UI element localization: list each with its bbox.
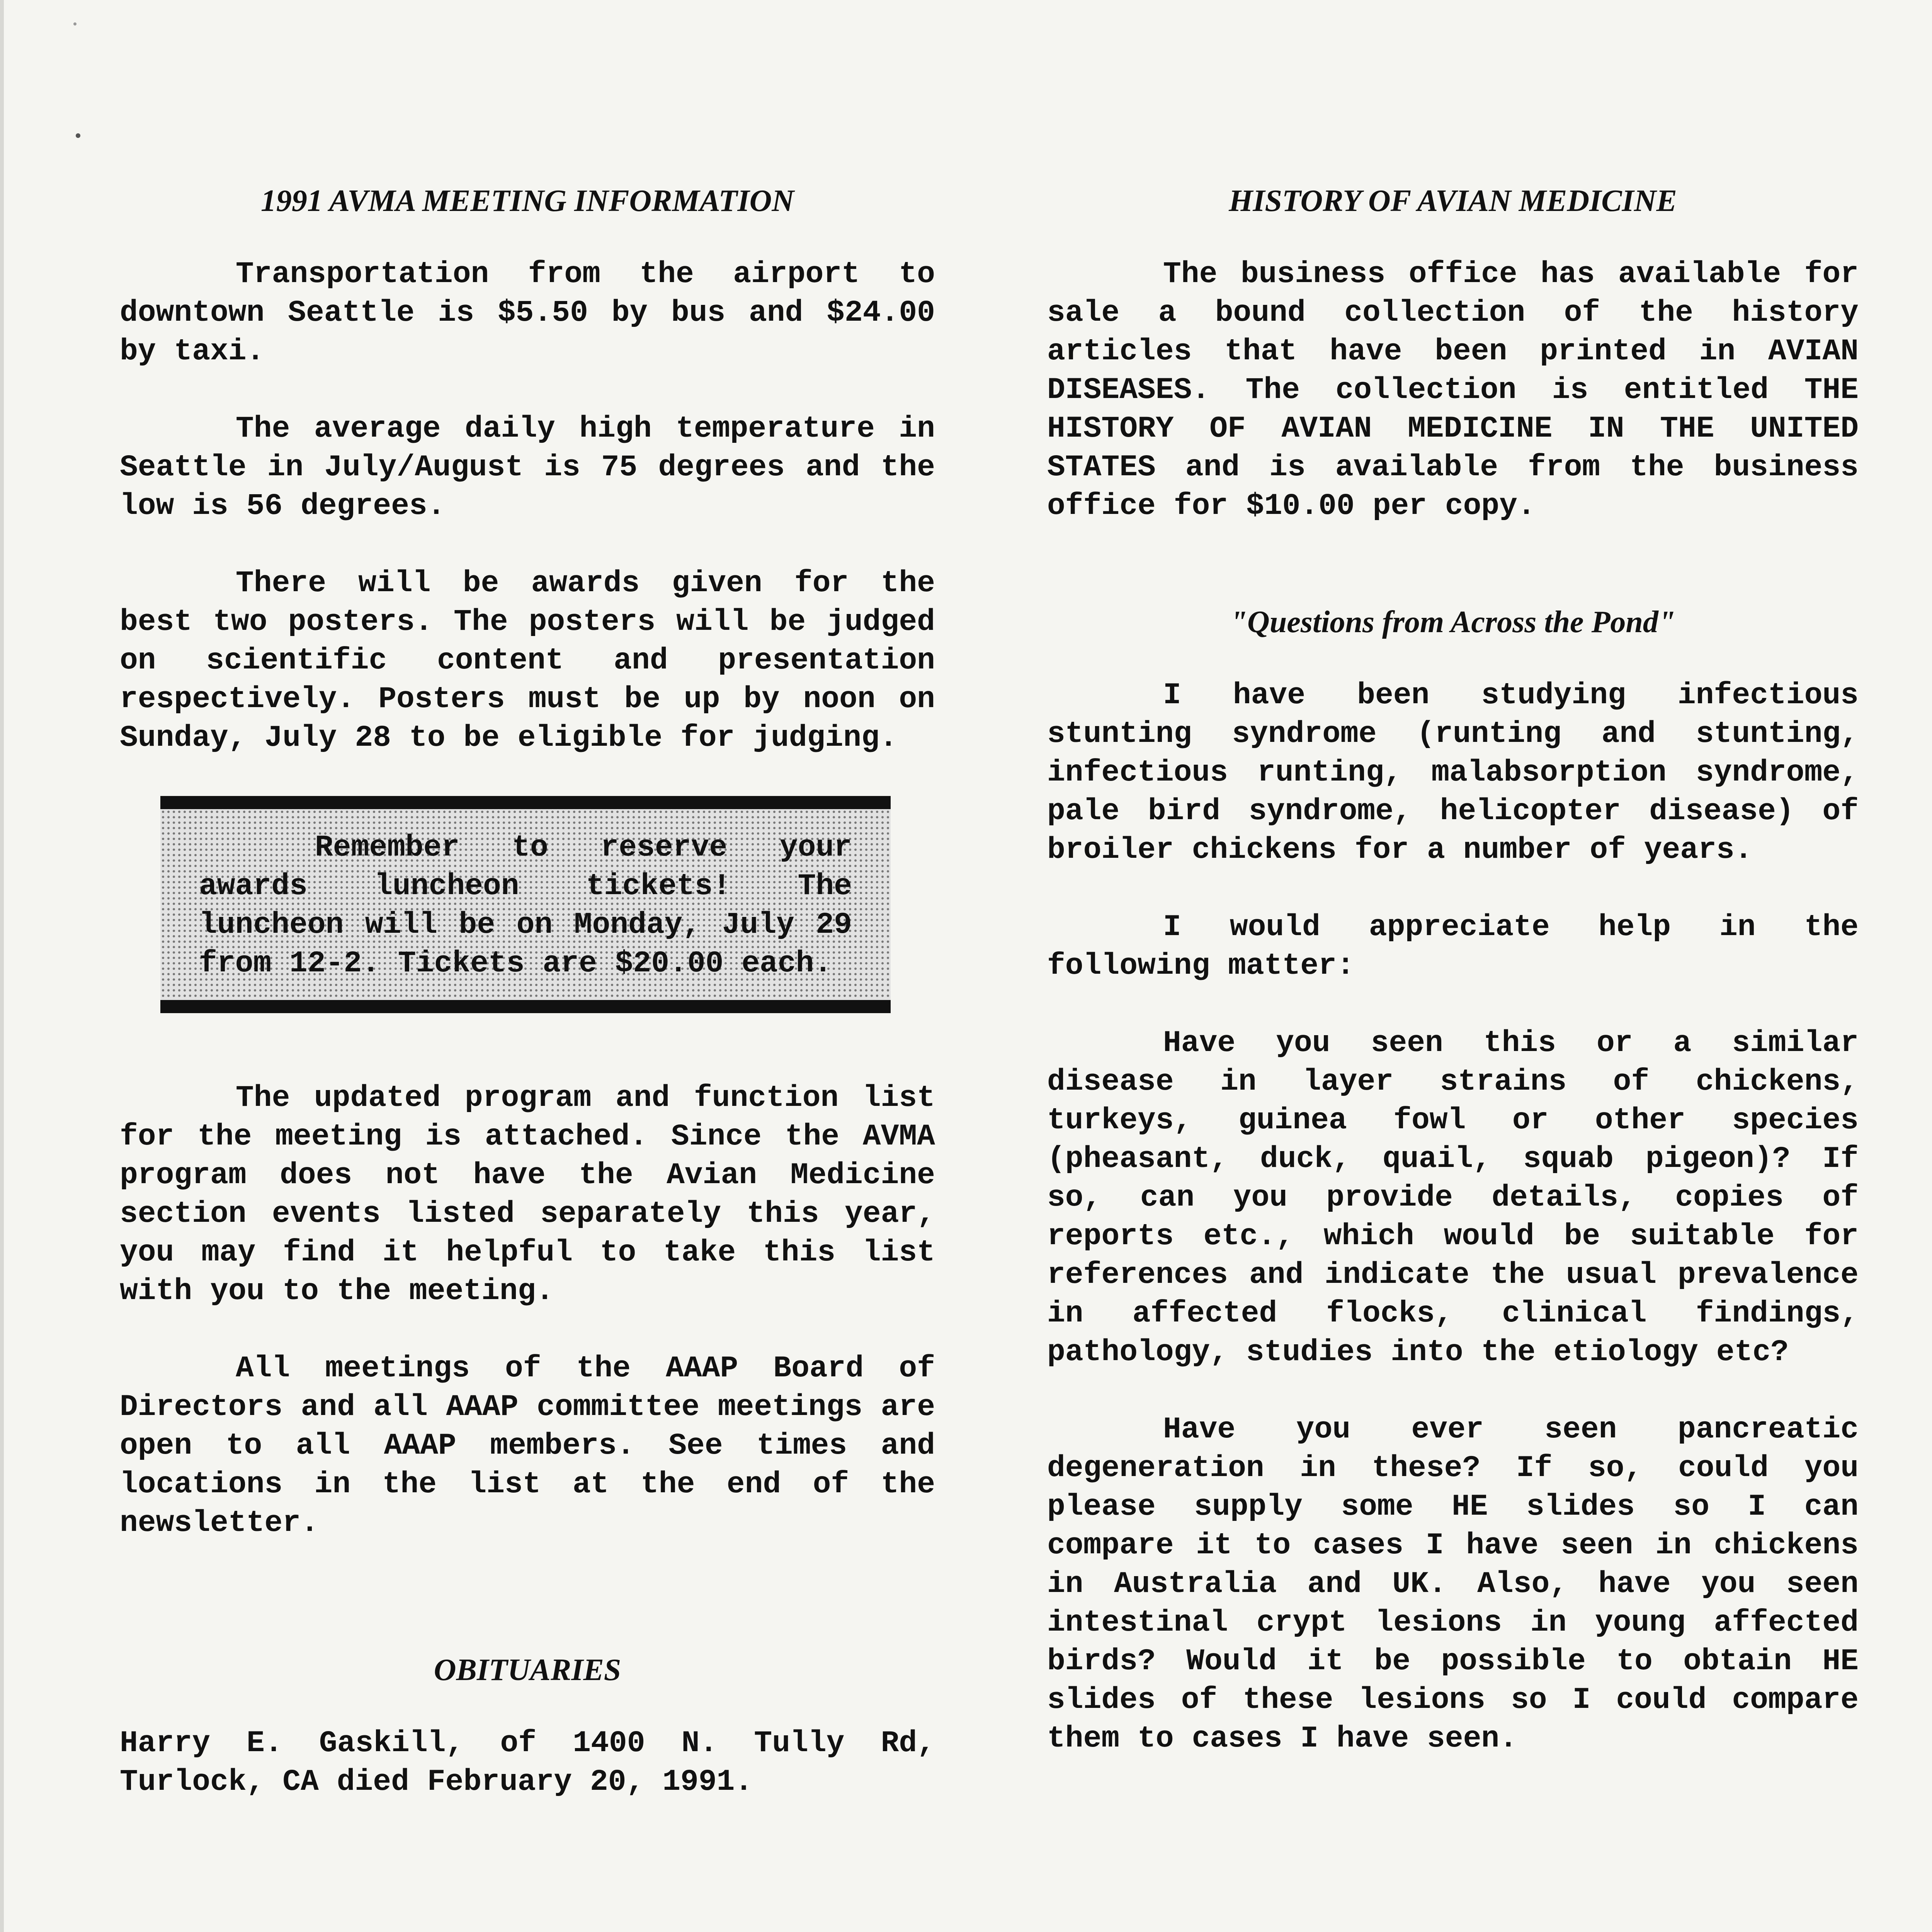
left-column [120,182,935,1840]
obituary-paragraph: Harry E. Gaskill, of 1400 N. Tully Rd, Turlock, CA died February 20, 1991. [120,1726,935,1799]
temperature-paragraph: The average daily high temperature in Seattle in July/August is 75 degrees and the low is 56 degrees. [120,412,935,523]
questions-heading: "Questions from Across the Pond" [1230,605,1676,639]
pancreatic-paragraph: Have you ever seen pancreatic degeneration in these? If so, could you please supply some HE slides so I can compare it to cases I have seen in chickens in Australia and UK. Also, have you seen intestinal crypt lesions in young affected birds? Would it be possible to obtain HE slides of these lesions so I could compare them to cases I have seen. [1047,1413,1859,1756]
scan-speck [73,22,77,26]
right-column [1047,182,1859,1797]
scan-edge [0,0,4,1932]
appreciate-paragraph: I would appreciate help in the following matter: [1047,910,1859,983]
studying-paragraph: I have been studying infectious stunting syndrome (runting and stunting, infectious runting, malabsorption syndrome, pale bird syndrome, helicopter disease) of broiler chickens for a number of years. [1047,679,1859,867]
history-heading: HISTORY OF AVIAN MEDICINE [1229,184,1677,218]
spacer [120,1581,935,1651]
awards-paragraph: There will be awards given for the best two posters. The posters will be judged on scientific content and presentation respectively. Posters must be up by noon on Sunday, July 28 to be eligible for judging. [120,566,935,755]
program-paragraph: The updated program and function list for the meeting is attached. Since the AVMA program does not have the Avian Medicine section events listed separately this year, you may find it helpful to take this list with you to the meeting. [120,1081,935,1308]
meeting-info-heading: 1991 AVMA MEETING INFORMATION [260,184,794,218]
spacer [1047,564,1859,603]
luncheon-callout-box [160,796,891,1013]
luncheon-callout-text: Remember to reserve your awards luncheon tickets! The luncheon will be on Monday, July 29 from 12-2. Tickets are $20.00 each. [199,831,852,981]
history-paragraph: The business office has available for sale a bound collection of the history articles that have been printed in AVIAN DISEASES. The collection is entitled THE HISTORY OF AVIAN MEDICINE IN THE UNITED STATES and is available from the business office for $10.00 per copy. [1047,257,1859,523]
obituaries-heading: OBITUARIES [434,1653,621,1687]
transport-paragraph: Transportation from the airport to downtown Seattle is $5.50 by bus and $24.00 by taxi. [120,257,935,369]
meetings-paragraph: All meetings of the AAAP Board of Directors and all AAAP committee meetings are open to all AAAP members. See times and locations in the list at the end of the newsletter. [120,1352,935,1540]
seen-disease-paragraph: Have you seen this or a similar disease in layer strains of chickens, turkeys, guinea fowl or other species (pheasant, duck, quail, squab pigeon)? If so, can you provide details, copies of reports etc., which would be suitable for references and indicate the usual prevalence in affected flocks, clinical findings, pathology, studies into the etiology etc? [1047,1026,1859,1369]
scan-speck [76,133,80,138]
